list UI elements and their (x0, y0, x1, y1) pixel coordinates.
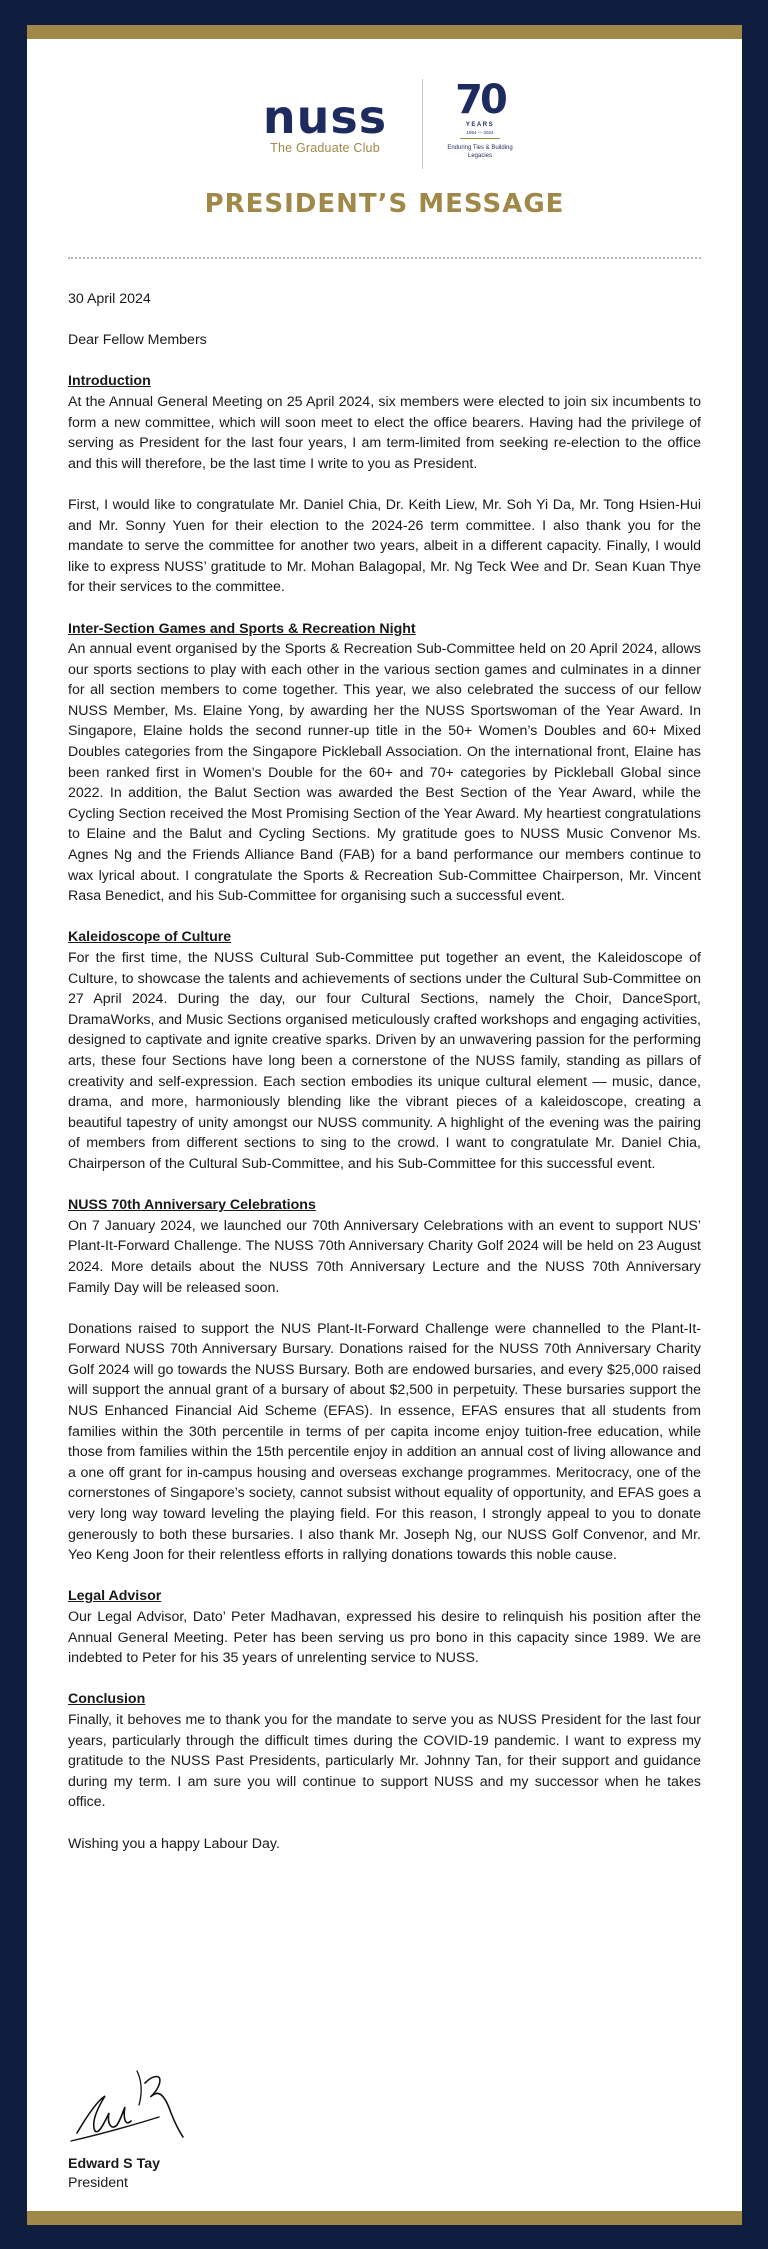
section-heading: Inter-Section Games and Sports & Recreation Night (68, 620, 416, 637)
anniversary-rule (460, 138, 500, 139)
letter-page (27, 39, 742, 2211)
anniversary-years: YEARS (465, 122, 495, 128)
letter-closing: Wishing you a happy Labour Day. (68, 1835, 280, 1852)
section-legal-advisor (68, 1586, 701, 1668)
anniversary-motto: Enduring Ties & Building Legacies (447, 145, 513, 159)
top-accent-bar (27, 25, 742, 39)
section-paragraph: On 7 January 2024, we launched our 70th Anniversary Celebrations with an event to support NUS’ Plant-It-Forward Challenge. The NUSS 70th Anniversary Charity Golf 2024 will be held on 23 August 2024. More details about the NUSS 70th Anniversary Lecture and the NUSS 70th Anniversary Family Day will be released soon. (68, 1217, 701, 1296)
letter-salutation: Dear Fellow Members (68, 332, 207, 349)
section-heading: Legal Advisor (68, 1588, 162, 1605)
nuss-tagline: The Graduate Club (270, 141, 380, 155)
logo-divider (422, 79, 423, 169)
section-paragraph: An annual event organised by the Sports & Recreation Sub-Committee held on 20 April 2024, allows our sports sections to play with each other in the various section games and culminates in a dinner for all section members to come together. This year, we also celebrated the success of our fellow NUSS Member, Ms. Elaine Yong, by awarding her the NUSS Sportswoman of the Year Award. In Singapore, Elaine holds the second runner-up title in the 50+ Women’s Doubles and 60+ Mixed Doubles categories from the Singapore Pickleball Association. On the international front, Elaine has been ranked first in Women’s Double for the 60+ and 70+ categories by Pickleball Global since 2022. In addition, the Balut Section was awarded the Best Section of the Year Award, while the Cycling Section received the Most Promising Section of the Year Award. My heartiest congratulations to Elaine and the Balut and Cycling Sections. My gratitude goes to NUSS Music Convenor Ms. Agnes Ng and the Friends Alliance Band (FAB) for a band performance our members continue to wax lyrical about. I congratulate the Sports & Recreation Sub-Committee Chairperson, Mr. Vincent Rasa Benedict, and his Sub-Committee for organising such a successful event. (68, 641, 701, 905)
anniversary-number: 70 (455, 77, 505, 123)
section-kaleidoscope (68, 927, 701, 1174)
letter-body (68, 289, 701, 1875)
section-heading: Introduction (68, 373, 151, 390)
section-paragraph: For the first time, the NUSS Cultural Sub-Committee put together an event, the Kaleidoscope of Culture, to showcase the talents and achievements of sections under the Cultural Sub-Committee on 27 April 2024. During the day, our four Cultural Sections, namely the Choir, DanceSport, DramaWorks, and Music Sections organised meticulously crafted workshops and engaging activities, designed to captivate and ignite creative sparks. Driven by an unwavering passion for the performing arts, these four Sections have long been a cornerstone of the NUSS family, standing as pillars of creativity and self-expression. Each section embodies its unique cultural element — music, dance, drama, and more, harmoniously blending like the vibrant pieces of a kaleidoscope, creating a beautiful tapestry of unity amongst our NUSS community. A highlight of the evening was the pairing of members from different sections to sing to the crowd. I want to congratulate Mr. Daniel Chia, Chairperson of the Cultural Sub-Committee, and his Sub-Committee for this successful event. (68, 950, 701, 1172)
section-70th-anniversary (68, 1195, 701, 1566)
section-paragraph: First, I would like to congratulate Mr. Daniel Chia, Dr. Keith Liew, Mr. Soh Yi Da, Mr. Tong Hsien-Hui and Mr. Sonny Yuen for their election to the 2024-26 term committee. I also thank you for the mandate to serve the committee for another two years, albeit in a different capacity. Finally, I would like to express NUSS’ gratitude to Mr. Mohan Balagopal, Mr. Ng Teck Wee and Dr. Sean Kuan Thye for their services to the committee. (68, 496, 701, 596)
anniversary-logo (445, 77, 515, 172)
header-logos (27, 77, 742, 177)
nuss-logo: nuss (262, 90, 388, 144)
bottom-accent-bar (27, 2211, 742, 2225)
signatory-name: Edward S Tay (68, 2156, 160, 2172)
section-conclusion (68, 1689, 701, 1813)
section-inter-section-games (68, 619, 701, 907)
letter-date: 30 April 2024 (68, 291, 151, 307)
section-paragraph: Donations raised to support the NUS Plant-It-Forward Challenge were channelled to the Plant-It-Forward NUSS 70th Anniversary Bursary. Donations raised for the NUSS 70th Anniversary Charity Golf 2024 will go towards the NUSS Bursary. Both are endowed bursaries, and every $25,000 raised will support the annual grant of a bursary of about $2,500 in perpetuity. These bursaries support the NUS Enhanced Financial Aid Scheme (EFAS). In essence, EFAS ensures that all students from families within the 30th percentile in terms of per capita income enjoy tuition-free education, while those from families within the 15th percentile enjoy in addition an annual cost of living allowance and a one off grant for in-campus housing and overseas exchange programmes. Meritocracy, one of the cornerstones of Singapore’s society, cannot subsist without equality of opportunity, and EFAS goes a very long way toward leveling the playing field. For this reason, I strongly appeal to you to donate generously to both these bursaries. I also thank Mr. Joseph Ng, our NUSS Golf Convenor, and Mr. Yeo Keng Joon for their relentless efforts in rallying donations towards this noble cause. (68, 1320, 701, 1564)
section-paragraph: Our Legal Advisor, Dato’ Peter Madhavan, expressed his desire to relinquish his position after the Annual General Meeting. Peter has been serving us pro bono in this capacity since 1989. We are indebted to Peter for his 35 years of unrelenting service to NUSS. (68, 1609, 701, 1667)
handwritten-signature (67, 2061, 197, 2151)
section-introduction (68, 371, 701, 598)
dotted-divider (68, 257, 701, 259)
page-title: PRESIDENT’S MESSAGE (204, 189, 565, 219)
section-paragraph: At the Annual General Meeting on 25 April 2024, six members were elected to join six incumbents to form a new committee, which will soon meet to elect the office bearers. Having had the privilege of serving as President for the last four years, I am term-limited from seeking re-election to the office and this will therefore, be the last time I write to you as President. (68, 393, 701, 472)
section-heading: Kaleidoscope of Culture (68, 929, 232, 946)
section-paragraph: Finally, it behoves me to thank you for the mandate to serve you as NUSS President for the last four years, particularly through the difficult times during the COVID-19 pandemic. I want to express my gratitude to the NUSS Past Presidents, particularly Mr. Johnny Tan, for their support and guidance during my term. I am sure you will continue to support NUSS and my successor when he takes office. (68, 1711, 701, 1811)
signatory-role: President (68, 2175, 128, 2191)
section-heading: Conclusion (68, 1691, 146, 1708)
section-heading: NUSS 70th Anniversary Celebrations (68, 1197, 316, 1214)
anniversary-range: 1954 — 2024 (466, 130, 494, 135)
